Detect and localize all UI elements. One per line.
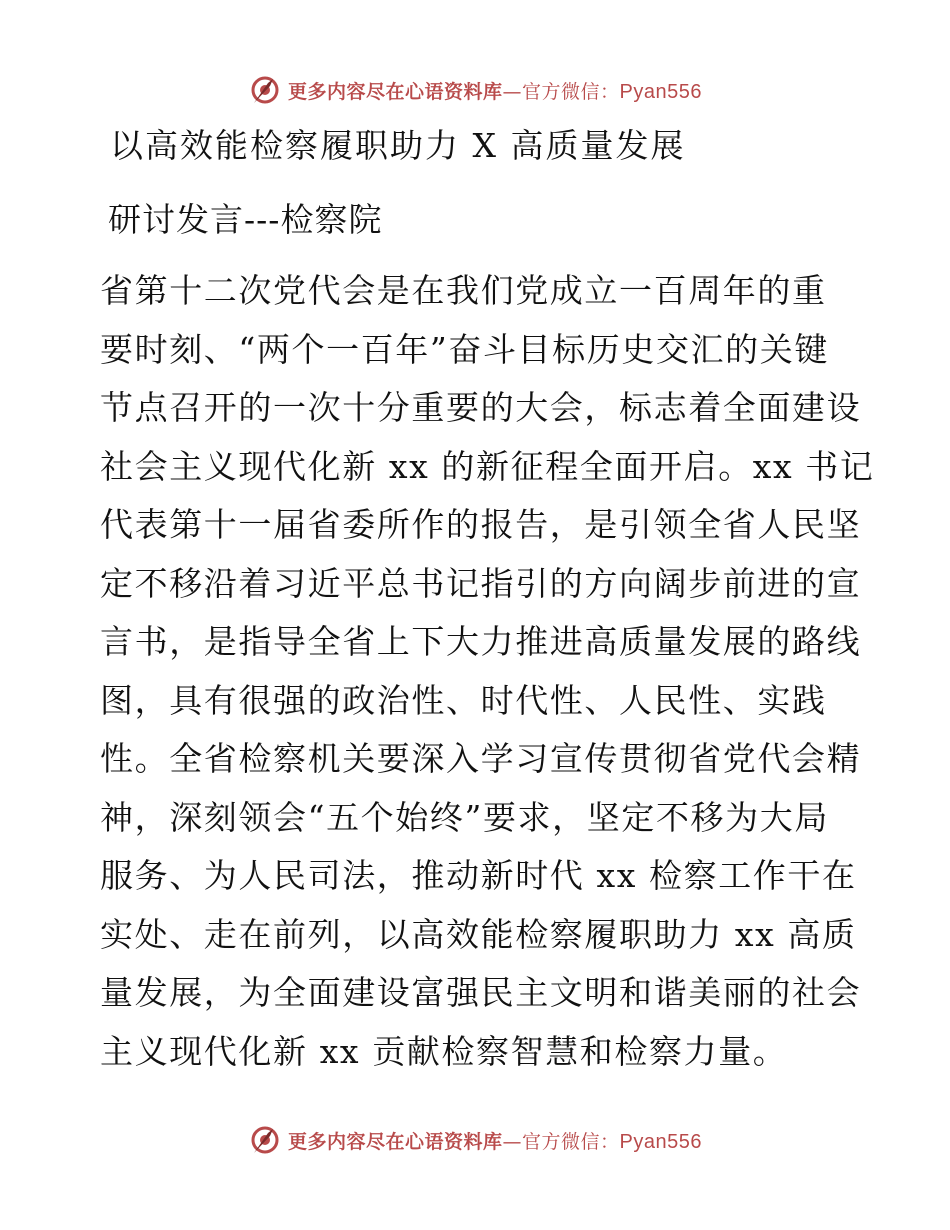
paragraph-line: 性。全省检察机关要深入学习宣传贯彻省党代会精 (100, 739, 862, 778)
watermark-label: 官方微信： (522, 80, 620, 103)
header-watermark (0, 70, 950, 110)
quill-circle-icon (248, 1123, 282, 1157)
paragraph-line: 社会主义现代化新 xx 的新征程全面开启。xx 书记 (100, 446, 875, 486)
paragraph-line: 神，深刻领会“五个始终”要求，坚定不移为大局 (100, 797, 829, 837)
watermark-text (288, 1127, 702, 1154)
document-subtitle: 研讨发言---检察院 (108, 200, 383, 239)
paragraph-line: 主义现代化新 xx 贡献检察智慧和检察力量。 (100, 1031, 788, 1071)
paragraph-line: 节点召开的一次十分重要的大会，标志着全面建设 (100, 388, 862, 427)
watermark-id: Pyan556 (619, 80, 702, 103)
watermark-dash: — (502, 1130, 523, 1153)
watermark-brand: 更多内容尽在心语资料库 (288, 1130, 503, 1153)
paragraph-line: 代表第十一届省委所作的报告，是引领全省人民坚 (100, 505, 862, 544)
paragraph-line: 省第十二次党代会是在我们党成立一百周年的重 (100, 271, 827, 310)
watermark-text (288, 77, 702, 104)
document-title: 以高效能检察履职助力 X 高质量发展 (110, 126, 686, 165)
body-paragraph (100, 262, 875, 1081)
paragraph-line: 定不移沿着习近平总书记指引的方向阔步前进的宣 (100, 563, 862, 603)
paragraph-line: 要时刻、“两个一百年”奋斗目标历史交汇的关键 (100, 329, 829, 369)
paragraph-line: 言书，是指导全省上下大力推进高质量发展的路线 (100, 622, 862, 661)
paragraph-line: 图，具有很强的政治性、时代性、人民性、实践 (100, 680, 827, 720)
watermark-id: Pyan556 (619, 1130, 702, 1153)
paragraph-line: 实处、走在前列，以高效能检察履职助力 xx 高质 (100, 914, 857, 954)
watermark-brand: 更多内容尽在心语资料库 (288, 80, 503, 103)
footer-watermark (0, 1120, 950, 1160)
paragraph-line: 服务、为人民司法，推动新时代 xx 检察工作干在 (100, 856, 857, 895)
watermark-dash: — (502, 80, 523, 103)
watermark-label: 官方微信： (522, 1130, 620, 1153)
quill-circle-icon (248, 73, 282, 107)
paragraph-line: 量发展，为全面建设富强民主文明和谐美丽的社会 (100, 973, 862, 1012)
